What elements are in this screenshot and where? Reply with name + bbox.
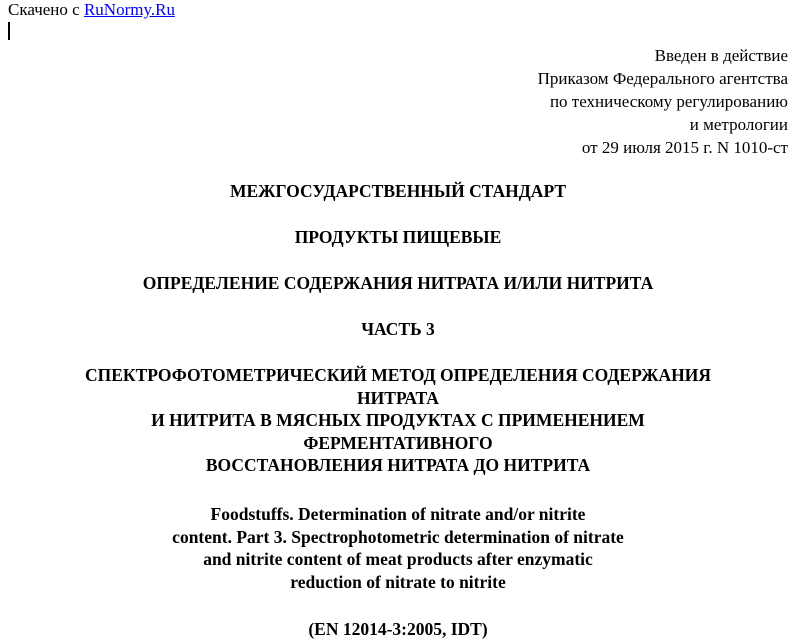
part-heading: ЧАСТЬ 3 — [361, 319, 435, 339]
enactment-line: по техническому регулированию — [549, 92, 788, 111]
enactment-notice — [538, 44, 788, 159]
method-heading — [0, 364, 790, 477]
enactment-line: Введен в действие — [654, 46, 788, 65]
method-heading-line: ВОССТАНОВЛЕНИЯ НИТРАТА ДО НИТРИТА — [205, 455, 591, 475]
source-line — [8, 0, 175, 20]
method-heading-line: НИТРАТА — [357, 387, 439, 408]
standard-code: (EN 12014-3:2005, IDT) — [308, 619, 488, 639]
source-prefix: Скачено с — [8, 0, 84, 19]
method-heading-line: И НИТРИТА В МЯСНЫХ ПРОДУКТАХ С ПРИМЕНЕНИЕМ — [151, 410, 645, 430]
standard-type-heading: МЕЖГОСУДАРСТВЕННЫЙ СТАНДАРТ — [229, 181, 567, 201]
english-title — [0, 503, 790, 593]
products-heading: ПРОДУКТЫ ПИЩЕВЫЕ — [294, 227, 502, 247]
english-title-line: Foodstuffs. Determination of nitrate and/or nitrite — [210, 504, 586, 524]
source-link[interactable]: RuNormy.Ru — [83, 0, 175, 19]
english-title-line: content. Part 3. Spectrophotometric determination of nitrate — [172, 526, 624, 547]
enactment-line: и метрологии — [689, 115, 788, 134]
enactment-line: от 29 июля 2015 г. N 1010-ст — [581, 138, 788, 157]
determination-heading: ОПРЕДЕЛЕНИЕ СОДЕРЖАНИЯ НИТРАТА И/ИЛИ НИТРИТА — [142, 273, 654, 293]
method-heading-line: СПЕКТРОФОТОМЕТРИЧЕСКИЙ МЕТОД ОПРЕДЕЛЕНИЯ СОДЕРЖАНИЯ — [85, 365, 711, 385]
method-heading-line: ФЕРМЕНТАТИВНОГО — [303, 432, 493, 453]
enactment-line: Приказом Федерального агентства — [537, 69, 788, 88]
english-title-line: and nitrite content of meat products after enzymatic — [203, 549, 593, 569]
text-cursor — [8, 22, 10, 40]
english-title-line: reduction of nitrate to nitrite — [290, 571, 506, 592]
